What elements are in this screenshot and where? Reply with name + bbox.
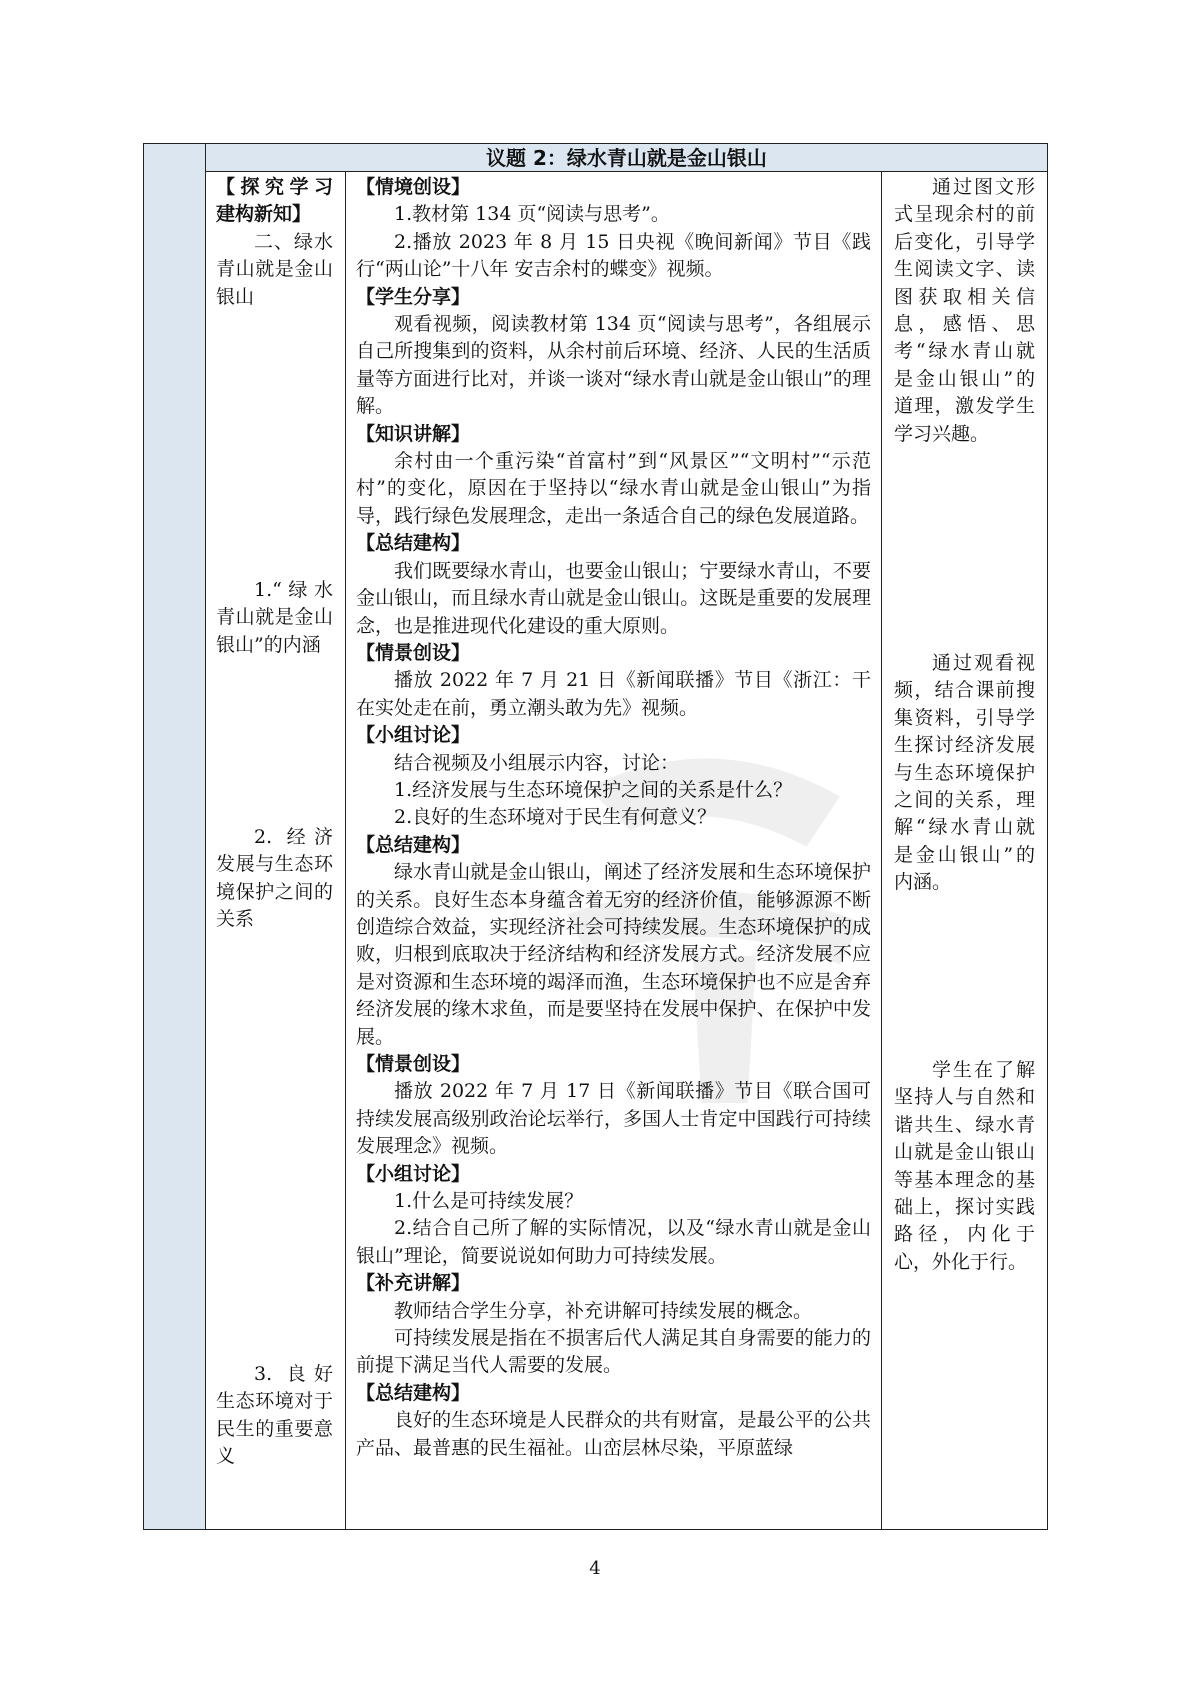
block-paragraph: 教师结合学生分享，补充讲解可持续发展的概念。 xyxy=(394,1299,813,1322)
section-title: 二、绿水青山就是金山银山 xyxy=(216,230,333,308)
block-paragraph: 1.教材第 134 页“阅读与思考”。 xyxy=(394,203,670,226)
block-paragraph: 2.良好的生态环境对于民生有何意义？ xyxy=(394,806,717,829)
block-paragraph: 2.播放 2023 年 8 月 15 日央视《晚间新闻》节目《践行“两山论”十八年 安吉余村的蝶变》视频。 xyxy=(356,230,871,281)
block-paragraph: 绿水青山就是金山银山，阐述了经济发展和生态环境保护的关系。良好生态本身蕴含着无穷的经济价值，能够源源不断创造综合效益，实现经济社会可持续发展。生态环境保护的成败，归根到底取决于经济结构和经济发展方式。经济发展不应是对资源和生态环境的竭泽而渔，生态环境保护也不应是舍弃经济发展的缘木求鱼，而是要坚持在发展中保护、在保护中发展。 xyxy=(356,861,871,1048)
block-paragraph: 余村由一个重污染“首富村”到“风景区”“文明村”“示范村”的变化，原因在于坚持以“绿水青山就是金山银山”为指导，践行绿色发展理念，走出一条适合自己的绿色发展道路。 xyxy=(356,450,871,527)
lesson-table xyxy=(143,143,1048,1530)
left-strip xyxy=(144,144,206,1529)
block-heading: 【情境创设】 xyxy=(356,176,471,198)
block-heading: 【知识讲解】 xyxy=(356,422,471,445)
activity-content xyxy=(356,174,871,1462)
block-heading: 【补充讲解】 xyxy=(356,1272,471,1295)
intent-note-1: 通过图文形式呈现余村的前后变化，引导学生阅读文字、读图获取相关信息，感悟、思考“绿水青山就是金山银山”的道理，激发学生学习兴趣。 xyxy=(894,176,1035,445)
block-heading: 【情景创设】 xyxy=(356,1053,471,1075)
page-number: 4 xyxy=(589,1558,601,1579)
intent-column xyxy=(882,172,1047,1529)
block-paragraph: 1.什么是可持续发展？ xyxy=(394,1190,584,1213)
intent-note-3: 学生在了解坚持人与自然和谐共生、绿水青山就是金山银山等基本理念的基础上，探讨实践路径，内化于心，外化于行。 xyxy=(894,1059,1035,1273)
activity-column xyxy=(346,172,882,1529)
block-heading: 【情景创设】 xyxy=(356,641,471,664)
block-heading: 【总结建构】 xyxy=(356,833,471,856)
block-paragraph: 可持续发展是指在不损害后代人满足其自身需要的能力的前提下满足当代人需要的发展。 xyxy=(356,1327,871,1377)
block-paragraph: 播放 2022 年 7 月 21 日《新闻联播》节目《浙江：干在实处走在前，勇立潮头敢为先》视频。 xyxy=(356,669,871,719)
block-heading: 【小组讨论】 xyxy=(356,1162,471,1185)
block-paragraph: 2.结合自己所了解的实际情况，以及“绿水青山就是金山银山”理论，简要说说如何助力可持续发展。 xyxy=(356,1217,871,1267)
stage-column xyxy=(206,172,346,1529)
stage-item-2: 2. 经济发展与生态环境保护之间的关系 xyxy=(216,826,333,931)
topic-header: 议题 2：绿水青山就是金山银山 xyxy=(206,144,1047,172)
block-paragraph: 1.经济发展与生态环境保护之间的关系是什么？ xyxy=(394,778,793,801)
block-paragraph: 我们既要绿水青山，也要金山银山；宁要绿水青山，不要金山银山，而且绿水青山就是金山银山。这既是重要的发展理念，也是推进现代化建设的重大原则。 xyxy=(356,559,871,637)
block-heading: 【总结建构】 xyxy=(356,532,471,555)
block-paragraph: 结合视频及小组展示内容，讨论： xyxy=(394,751,680,774)
block-paragraph: 播放 2022 年 7 月 17 日《新闻联播》节目《联合国可持续发展高级别政治论坛举行，多国人士肯定中国践行可持续发展理念》视频。 xyxy=(356,1080,871,1158)
stage-item-1: 1.“绿水青山就是金山银山”的内涵 xyxy=(216,579,333,656)
block-heading: 【小组讨论】 xyxy=(356,724,471,747)
block-heading: 【学生分享】 xyxy=(356,285,471,308)
stage-item-3: 3. 良好生态环境对于民生的重要意义 xyxy=(216,1363,333,1468)
block-heading: 【总结建构】 xyxy=(356,1381,471,1404)
stage-intro xyxy=(216,174,333,311)
intent-note-2: 通过观看视频，结合课前搜集资料，引导学生探讨经济发展与生态环境保护之间的关系，理解“绿水青山就是金山银山”的内涵。 xyxy=(894,652,1035,894)
block-paragraph: 良好的生态环境是人民群众的共有财富，是最公平的公共产品、最普惠的民生福祉。山峦层林尽染，平原蓝绿 xyxy=(356,1409,871,1459)
block-paragraph: 观看视频，阅读教材第 134 页“阅读与思考”，各组展示自己所搜集到的资料，从余村前后环境、经济、人民的生活质量等方面进行比对，并谈一谈对“绿水青山就是金山银山”的理解。 xyxy=(356,313,871,418)
section-tag: 【探究学习 建构新知】 xyxy=(216,176,333,226)
